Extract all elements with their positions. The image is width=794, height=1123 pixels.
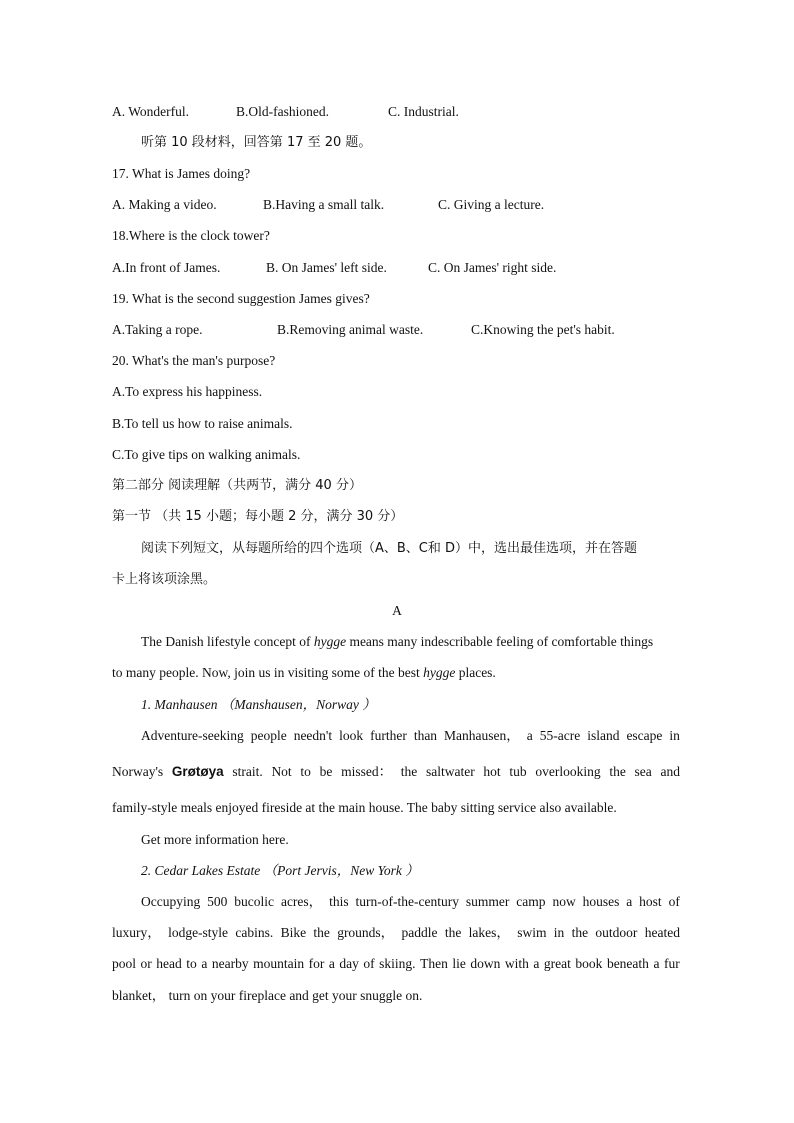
item1-paragraph-line1: Adventure-seeking people needn't look further than Manhausen， a 55-acre island escape in (141, 728, 680, 743)
q17-option-b: B.Having a small talk. (263, 197, 385, 212)
passage-label: A (392, 603, 402, 618)
section10-instruction: 听第 10 段材料，回答第 17 至 20 题。 (141, 135, 372, 150)
item1-title: 1. Manhausen （Manshausen，Norway ） (141, 697, 376, 712)
q16-option-b: B.Old-fashioned. (236, 104, 329, 119)
item1-paragraph-line2: Norway's Grøtøya strait. Not to be missed： the saltwater hot tub overlooking the sea and (112, 764, 680, 779)
q19-option-c: C.Knowing the pet's habit. (471, 322, 615, 337)
q18-stem: 18.Where is the clock tower? (112, 228, 270, 243)
q16-option-a: A. Wonderful. (112, 104, 190, 119)
section1-heading: 第一节 （共 15 小题；每小题 2 分，满分 30 分） (112, 509, 404, 524)
passage-intro-line1: The Danish lifestyle concept of hygge means many indescribable feeling of comfortable things (141, 634, 654, 649)
q20-option-b: B.To tell us how to raise animals. (112, 416, 293, 431)
item2-paragraph-line3: pool or head to a nearby mountain for a day of skiing. Then lie down with a great book beneath a fur (112, 956, 680, 971)
q19-stem: 19. What is the second suggestion James gives? (112, 291, 370, 306)
item2-paragraph-line1: Occupying 500 bucolic acres， this turn-of-the-century summer camp now houses a host of (141, 894, 680, 909)
q19-option-a: A.Taking a rope. (112, 322, 203, 337)
item2-title: 2. Cedar Lakes Estate （Port Jervis，New York ） (141, 863, 419, 878)
q18-option-c: C. On James' right side. (428, 260, 557, 275)
reading-instruction-line1: 阅读下列短文，从每题所给的四个选项（A、B、C和 D）中，选出最佳选项，并在答题 (141, 541, 638, 556)
part2-heading: 第二部分 阅读理解（共两节，满分 40 分） (112, 478, 362, 493)
q19-option-b: B.Removing animal waste. (277, 322, 424, 337)
q18-option-b: B. On James' left side. (266, 260, 387, 275)
passage-intro-line2: to many people. Now, join us in visiting some of the best hygge places. (112, 665, 496, 680)
item1-paragraph-line3: family-style meals enjoyed fireside at the main house. The baby sitting service also available. (112, 800, 617, 815)
q20-stem: 20. What's the man's purpose? (112, 353, 276, 368)
q16-option-c: C. Industrial. (388, 104, 459, 119)
place-name-grotoya: Grøtøya (171, 764, 224, 779)
q17-option-a: A. Making a video. (112, 197, 217, 212)
q20-option-c: C.To give tips on walking animals. (112, 447, 301, 462)
item2-paragraph-line2: luxury， lodge-style cabins. Bike the grounds， paddle the lakes， swim in the outdoor heated (112, 925, 680, 940)
q18-option-a: A.In front of James. (112, 260, 221, 275)
q17-stem: 17. What is James doing? (112, 166, 251, 181)
q20-option-a: A.To express his happiness. (112, 384, 263, 399)
q17-option-c: C. Giving a lecture. (438, 197, 545, 212)
item2-paragraph-line4: blanket， turn on your fireplace and get your snuggle on. (112, 988, 423, 1003)
item1-more-info-link[interactable]: Get more information here. (141, 832, 289, 847)
reading-instruction-line2: 卡上将该项涂黑。 (112, 572, 217, 587)
